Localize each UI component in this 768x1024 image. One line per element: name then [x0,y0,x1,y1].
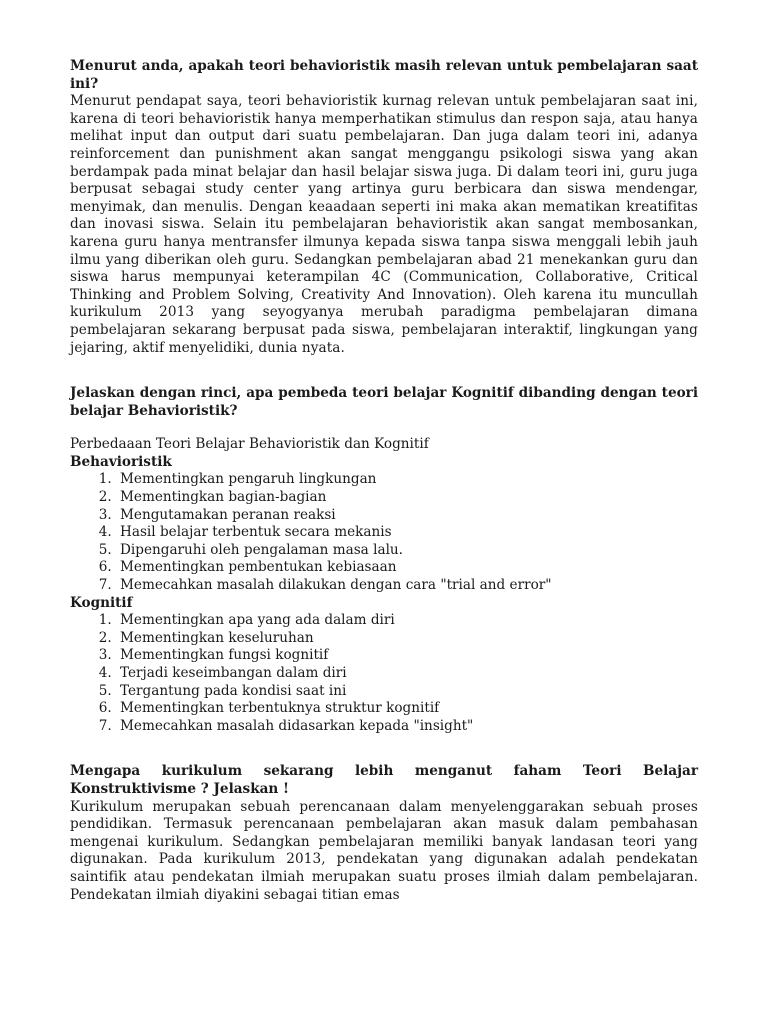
document-page [70,58,698,904]
list-item: 5. Tergantung pada kondisi saat ini [116,683,698,701]
comparison-subtitle: Perbedaaan Teori Belajar Behavioristik dan Kognitif [70,436,429,453]
list-item: 2. Mementingkan keseluruhan [116,630,698,648]
behavioristik-heading: Behavioristik [70,453,172,470]
list-item: 2. Mementingkan bagian-bagian [116,489,698,507]
list-item: 3. Mengutamakan peranan reaksi [116,507,698,525]
list-item: 4. Hasil belajar terbentuk secara mekanis [116,524,698,542]
list-item: 6. Mementingkan pembentukan kebiasaan [116,559,698,577]
list-item: 1. Mementingkan pengaruh lingkungan [116,471,698,489]
question-2: Jelaskan dengan rinci, apa pembeda teori belajar Kognitif dibanding dengan teori belajar Behavioristik? [70,385,698,419]
list-item: 4. Terjadi keseimbangan dalam diri [116,665,698,683]
list-item: 5. Dipengaruhi oleh pengalaman masa lalu. [116,542,698,560]
list-item: 7. Memecahkan masalah dilakukan dengan cara "trial and error" [116,577,698,595]
behavioristik-list [70,471,698,594]
section-gap [70,357,698,385]
kognitif-list [70,612,698,735]
list-item: 6. Mementingkan terbentuknya struktur kognitif [116,700,698,718]
list-item: 1. Mementingkan apa yang ada dalam diri [116,612,698,630]
answer-1: Menurut pendapat saya, teori behavioristik kurnag relevan untuk pembelajaran saat ini, karena di teori behavioristik hanya memperhatikan stimulus dan respon saja, atau hanya melihat input dan output dari suatu pembelajaran. Dan juga dalam teori ini, adanya reinforcement dan punishment akan sangat menggangu psikologi siswa yang akan berdampak pada minat belajar dan hasil belajar siswa juga. Di dalam teori ini, guru juga berpusat sebagai study center yang artinya guru berbicara dan siswa mendengar, menyimak, dan menulis. Dengan keaadaan seperti ini maka akan mematikan kreatifitas dan inovasi siswa. Selain itu pembelajaran behavioristik akan sangat membosankan, karena guru hanya mentransfer ilmunya kepada siswa tanpa siswa menggali lebih jauh ilmu yang diberikan oleh guru. Sedangkan pembelajaran abad 21 menekankan guru dan siswa harus mempunyai keterampilan 4C (Communication, Collaborative, Critical Thinking and Problem Solving, Creativity And Innovation). Oleh karena itu muncullah kurikulum 2013 yang seyogyanya merubah paradigma pembelajaran dimana pembelajaran sekarang berpusat pada siswa, pembelajaran interaktif, lingkungan yang jejaring, aktif menyelidiki, dunia nyata. [70,93,698,356]
answer-3: Kurikulum merupakan sebuah perencanaan dalam menyelenggarakan sebuah proses pendidikan. Termasuk perencanaan pembelajaran akan masuk dalam pembahasan mengenai kurikulum. Sedangkan pembelajaran memiliki banyak landasan teori yang digunakan. Pada kurikulum 2013, pendekatan yang digunakan adalah pendekatan saintifik atau pendekatan ilmiah merupakan suatu proses ilmiah dalam pembelajaran. Pendekatan ilmiah diyakini sebagai titian emas [70,798,698,903]
question-3: Mengapa kurikulum sekarang lebih menganut faham Teori Belajar Konstruktivisme ? Jelaskan ! [70,763,698,797]
kognitif-heading: Kognitif [70,594,133,611]
question-1: Menurut anda, apakah teori behavioristik masih relevan untuk pembelajaran saat ini? [70,58,698,92]
list-item: 3. Mementingkan fungsi kognitif [116,647,698,665]
section-gap [70,735,698,763]
list-item: 7. Memecahkan masalah didasarkan kepada "insight" [116,718,698,736]
